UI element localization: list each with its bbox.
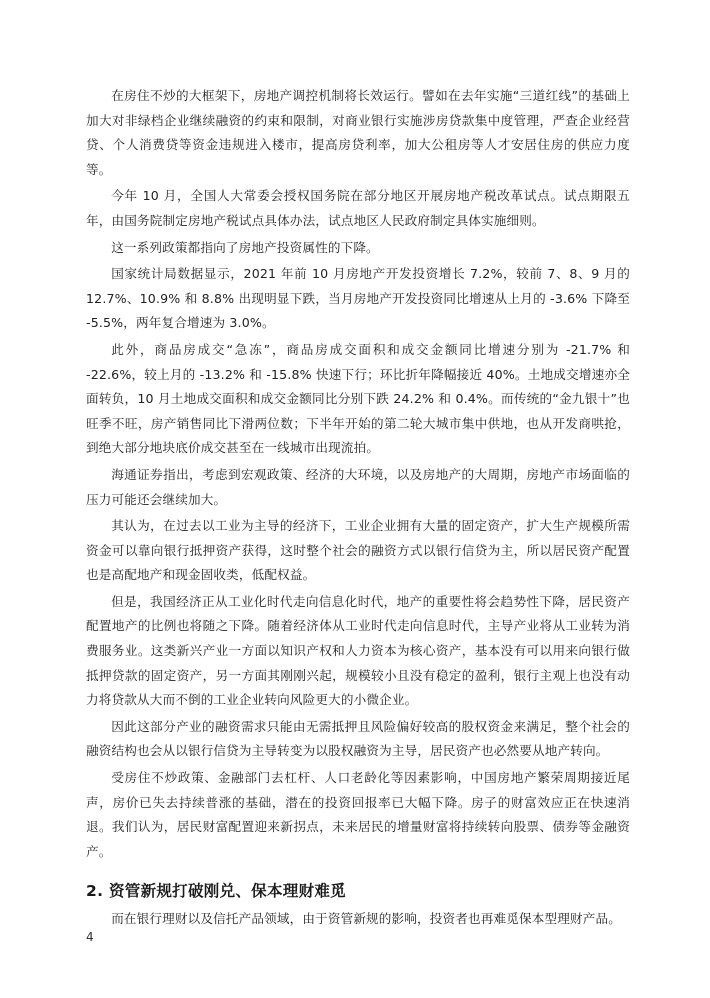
paragraph: 而在银行理财以及信托产品领域，由于资管新规的影响，投资者也再难觅保本型理财产品。 — [111, 911, 621, 927]
paragraph: 此外，商品房成交“急冻”，商品房成交面积和成交金额同比增速分别为 -21.7% 和 -22.6%，较上月的 -13.2% 和 -15.8% 快速下行；环比折年降幅接近 40%。土地成交增速亦全面转负，10 月土地成交面积和成交金额同比分别下跌 24.2% 和 0.4%。而传统的“金九银十”也旺季不旺，房产销售同比下滑两位数；下半年开始的第二轮大城市集中供地，也从开发商哄抢，到绝大部分地块底价成交甚至在一线城市出现流拍。 — [86, 341, 630, 456]
paragraph: 国家统计局数据显示，2021 年前 10 月房地产开发投资增长 7.2%，较前 7、8、9 月的 12.7%、10.9% 和 8.8% 出现明显下跌，当月房地产开发投资同比增速从上月的 -3.6% 下降至 -5.5%，两年复合增速为 3.0%。 — [86, 266, 630, 331]
paragraph: 这一系列政策都指向了房地产投资属性的下降。 — [111, 239, 379, 255]
paragraph: 今年 10 月，全国人大常委会授权国务院在部分地区开展房地产税改革试点。试点期限五年，由国务院制定房地产税试点具体办法，试点地区人民政府制定具体实施细则。 — [86, 188, 630, 228]
paragraph: 但是，我国经济正从工业化时代走向信息化时代，地产的重要性将会趋势性下降，居民资产配置地产的比例也将随之下降。随着经济体从工业时代走向信息时代，主导产业将从工业转为消费服务业。这类新兴产业一方面以知识产权和人力资本为核心资产，基本没有可以用来向银行做抵押贷款的固定资产，另一方面其刚刚兴起，规模较小且没有稳定的盈利，银行主观上也没有动力将贷款从大而不倒的工业企业转向风险更大的小微企业。 — [86, 593, 630, 708]
paragraph: 因此这部分产业的融资需求只能由无需抵押且风险偏好较高的股权资金来满足，整个社会的融资结构也会从以银行信贷为主导转变为以股权融资为主导，居民资产也必然要从地产转向。 — [86, 718, 630, 759]
paragraph: 在房住不炒的大框架下，房地产调控机制将长效运行。譬如在去年实施“三道红线”的基础上加大对非绿档企业继续融资的约束和限制，对商业银行实施涉房贷款集中度管理，严查企业经营贷、个人消费贷等资金违规进入楼市，提高房贷利率，加大公租房等人才安居住房的供应力度等。 — [86, 88, 630, 177]
paragraph: 受房住不炒政策、金融部门去杠杆、人口老龄化等因素影响，中国房地产繁荣周期接近尾声，房价已失去持续普涨的基础，潜在的投资回报率已大幅下降。房子的财富效应正在快速消退。我们认为，居民财富配置迎来新拐点，未来居民的增量财富将持续转向股票、债券等金融资产。 — [86, 770, 630, 859]
paragraph: 海通证券指出，考虑到宏观政策、经济的大环境，以及房地产的大周期，房地产市场面临的压力可能还会继续加大。 — [86, 466, 630, 507]
section-heading: 2. 资管新规打破刚兑、保本理财难觅 — [86, 882, 346, 901]
page-number: 4 — [86, 930, 94, 944]
article-body — [86, 84, 630, 932]
paragraph: 其认为，在过去以工业为主导的经济下，工业企业拥有大量的固定资产，扩大生产规模所需资金可以靠向银行抵押资产获得，这时整个社会的融资方式以银行信贷为主，所以居民资产配置也是高配地产和现金固收类，低配权益。 — [86, 518, 630, 583]
